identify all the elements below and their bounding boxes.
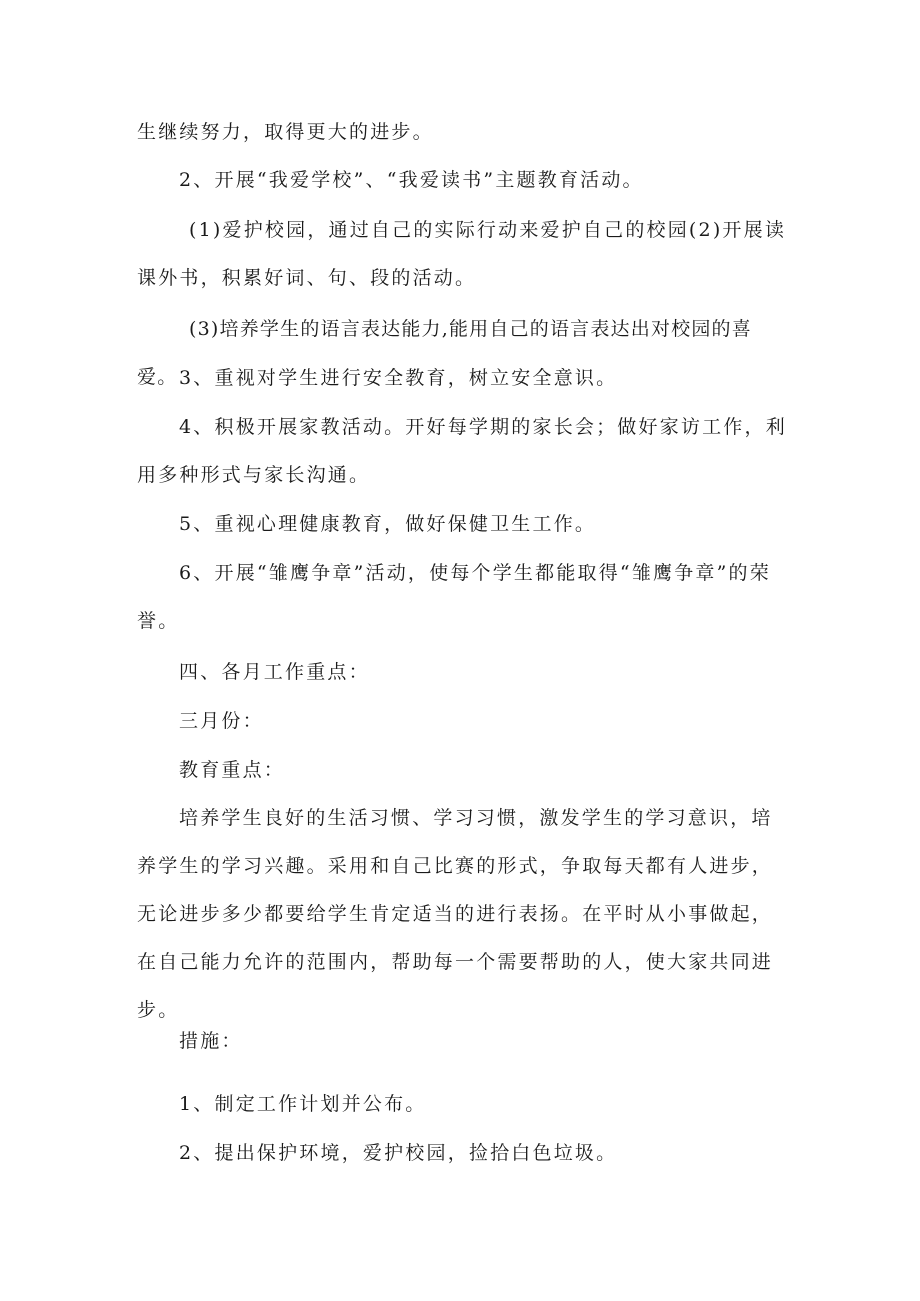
paragraph-subitem-3: (3)培养学生的语言表达能力,能用自己的语言表达出对校园的喜爱。 — [137, 318, 752, 388]
paragraph-education-focus-body: 培养学生良好的生活习惯、学习习惯，激发学生的学习意识，培养学生的学习兴趣。采用和自己比赛的形式，争取每天都有人进步，无论进步多少都要给学生肯定适当的进行表扬。在平时从小事做起，在自己能力允许的范围内，帮助每一个需要帮助的人，使大家共同进步。 — [137, 807, 774, 1021]
paragraph-item-2: 2、开展“我爱学校”、“我爱读书”主题教育活动。 — [179, 169, 644, 191]
paragraph-continuation: 生继续努力，取得更大的进步。 — [137, 121, 434, 143]
measure-item-2: 2、提出保护环境，爱护校园，捡拾白色垃圾。 — [179, 1142, 618, 1164]
subheading-education-focus: 教育重点： — [179, 759, 286, 781]
paragraph-item-4: 4、积极开展家教活动。开好每学期的家长会；做好家访工作，利用多种形式与家长沟通。 — [137, 416, 787, 486]
paragraph-item-5: 5、重视心理健康教育，做好保健卫生工作。 — [179, 513, 597, 535]
month-heading-march: 三月份： — [179, 710, 264, 732]
paragraph-item-6: 6、开展“雏鹰争章”活动，使每个学生都能取得“雏鹰争章”的荣誉。 — [137, 562, 771, 632]
subheading-measures: 措施： — [179, 1030, 243, 1052]
section-heading-monthly-focus: 四、各月工作重点： — [179, 661, 370, 683]
paragraph-subitem-1-2: (1)爱护校园，通过自己的实际行动来爱护自己的校园(2)开展读课外书，积累好词、句、段的活动。 — [137, 219, 787, 289]
paragraph-item-3: 3、重视对学生进行安全教育，树立安全意识。 — [179, 367, 618, 389]
measure-item-1: 1、制定工作计划并公布。 — [179, 1093, 427, 1115]
